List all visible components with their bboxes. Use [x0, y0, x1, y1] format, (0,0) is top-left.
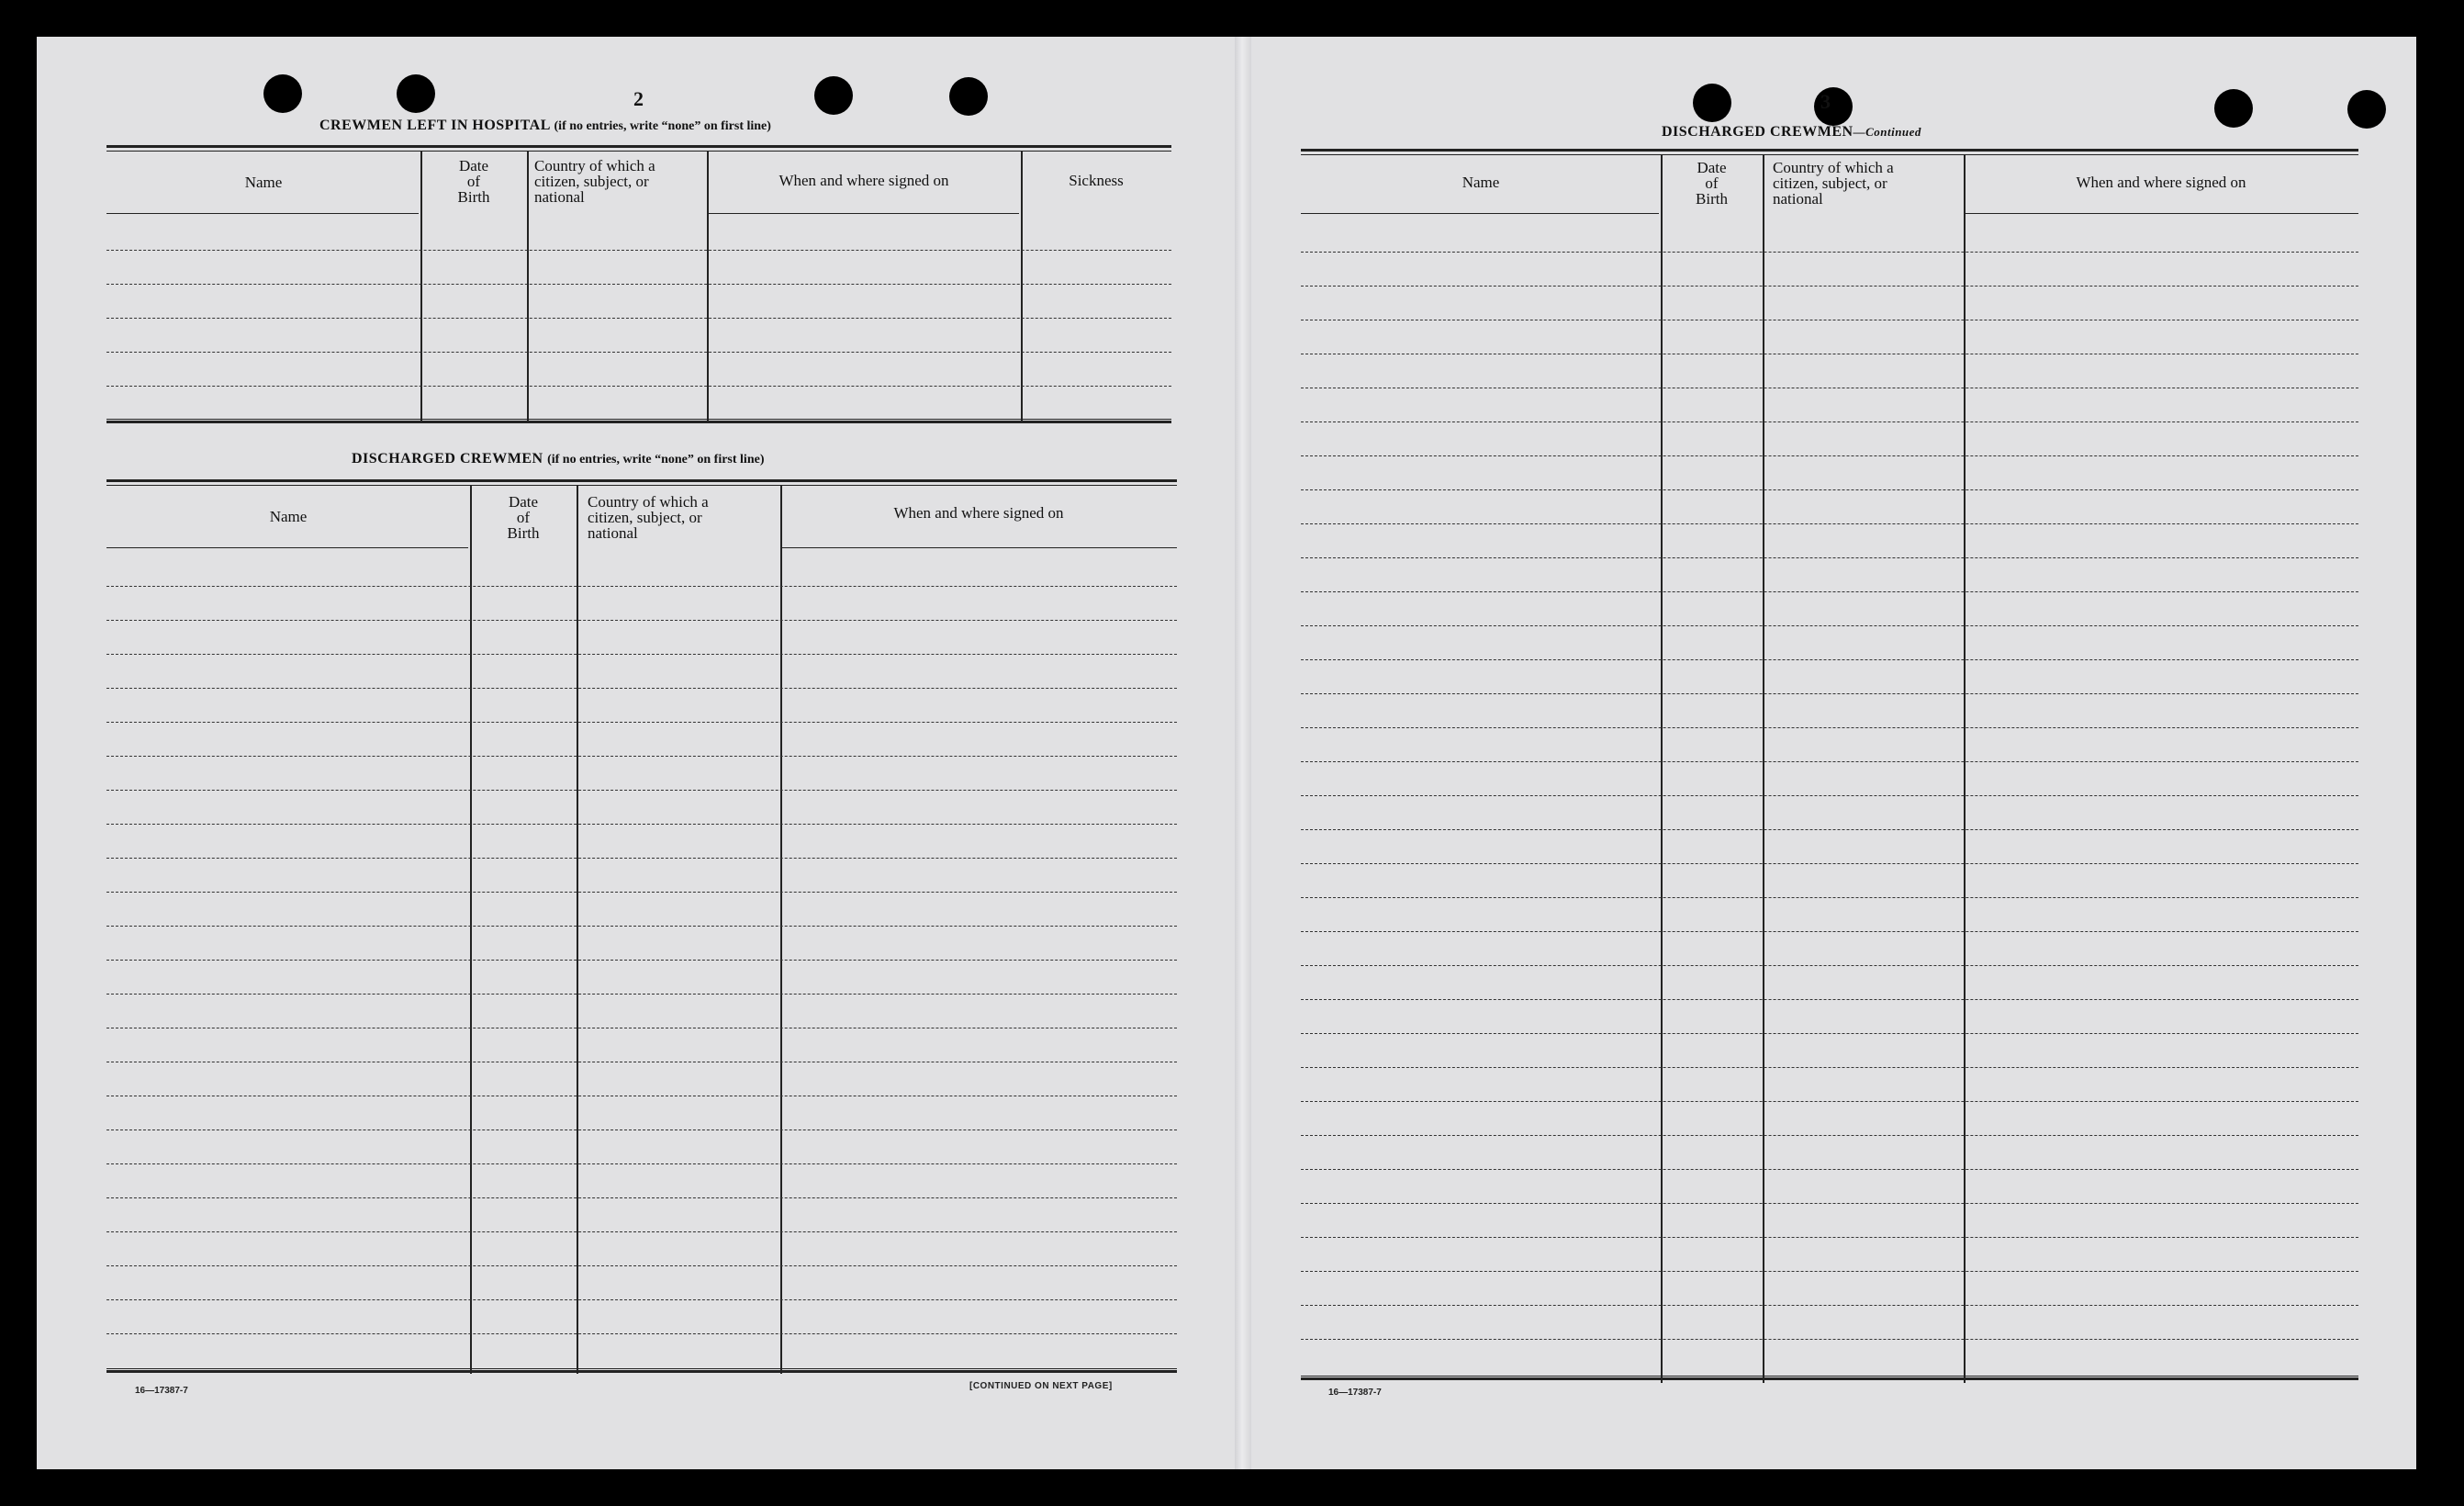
col-header-country: Country of which a citizen, subject, or national	[1773, 159, 1894, 208]
column-divider	[1021, 152, 1023, 422]
table-row	[1301, 965, 2358, 966]
table-row	[106, 284, 1171, 285]
table-row	[1301, 421, 2358, 422]
punch-hole	[814, 76, 853, 115]
table-row	[106, 318, 1171, 319]
table-row	[106, 892, 1177, 893]
table-row	[1301, 286, 2358, 287]
table-row	[106, 756, 1177, 757]
header-rule	[1301, 213, 1659, 214]
discharged-title: DISCHARGED CREWMEN	[1662, 124, 1854, 140]
col-header-signed-on: When and where signed on	[893, 504, 1064, 522]
hospital-title: CREWMEN LEFT IN HOSPITAL	[319, 118, 551, 133]
table-row	[1301, 1203, 2358, 1204]
header-rule	[1966, 213, 2358, 214]
col-header-name: Name	[244, 174, 283, 191]
table-row	[1301, 523, 2358, 524]
header-rule	[106, 547, 468, 548]
discharged-title: DISCHARGED CREWMEN	[352, 451, 543, 466]
table-row	[1301, 1169, 2358, 1170]
discharged-table	[106, 479, 1177, 1376]
col-header-country: Country of which a citizen, subject, or national	[588, 493, 709, 542]
table-row	[1301, 1237, 2358, 1238]
table-row	[106, 386, 1171, 387]
punch-hole	[2347, 90, 2386, 129]
discharged-continued-table	[1301, 149, 2358, 1385]
table-row	[106, 620, 1177, 621]
table-bottom-rule	[106, 1368, 1177, 1373]
column-divider	[527, 152, 529, 422]
form-number: 16—17387-7	[1328, 1388, 1382, 1398]
table-row	[106, 352, 1171, 353]
col-header-name: Name	[1462, 174, 1500, 191]
table-row	[1301, 557, 2358, 558]
table-row	[106, 1197, 1177, 1198]
column-divider	[1763, 155, 1764, 1383]
table-row	[1301, 591, 2358, 592]
col-header-dob: Date of Birth	[507, 493, 540, 542]
table-row	[1301, 727, 2358, 728]
table-row	[1301, 1033, 2358, 1034]
punch-hole	[263, 74, 302, 113]
table-bottom-rule	[106, 419, 1171, 423]
form-number: 16—17387-7	[135, 1386, 188, 1396]
table-bottom-rule	[1301, 1376, 2358, 1380]
discharged-note: (if no entries, write “none” on first line)	[547, 453, 765, 466]
col-header-sickness: Sickness	[1069, 172, 1124, 189]
table-row	[106, 722, 1177, 723]
table-row	[1301, 1339, 2358, 1340]
table-row	[1301, 625, 2358, 626]
col-header-dob: Date of Birth	[1696, 159, 1728, 208]
table-row	[1301, 1135, 2358, 1136]
column-divider	[1661, 155, 1663, 1383]
table-row	[1301, 489, 2358, 490]
table-row	[1301, 693, 2358, 694]
punch-hole	[2214, 89, 2253, 128]
table-row	[106, 1231, 1177, 1232]
table-top-rule	[106, 145, 1171, 152]
col-header-country: Country of which a citizen, subject, or national	[534, 157, 655, 206]
header-rule	[709, 213, 1019, 214]
hospital-table	[106, 145, 1171, 426]
table-row	[106, 994, 1177, 995]
continued-label: —Continued	[1853, 125, 1921, 139]
table-row	[1301, 1271, 2358, 1272]
table-row	[106, 688, 1177, 689]
hospital-note: (if no entries, write “none” on first line)	[554, 119, 771, 133]
page-fold	[1235, 37, 1251, 1469]
col-header-signed-on: When and where signed on	[778, 172, 949, 189]
table-row	[106, 960, 1177, 961]
table-row	[1301, 761, 2358, 762]
table-row	[106, 1333, 1177, 1334]
table-row	[106, 858, 1177, 859]
page-number: 2	[633, 87, 644, 110]
table-row	[106, 1265, 1177, 1266]
table-top-rule	[106, 479, 1177, 486]
col-header-dob: Date of Birth	[457, 157, 490, 206]
table-row	[1301, 863, 2358, 864]
table-row	[106, 824, 1177, 825]
table-row	[1301, 455, 2358, 456]
table-row	[1301, 1101, 2358, 1102]
page-number: 3	[1820, 90, 1831, 113]
table-row	[1301, 659, 2358, 660]
table-row	[106, 250, 1171, 251]
table-row	[106, 1163, 1177, 1164]
header-rule	[106, 213, 419, 214]
table-row	[106, 926, 1177, 927]
discharged-section-title	[352, 451, 765, 467]
table-row	[1301, 1305, 2358, 1306]
table-row	[106, 586, 1177, 587]
punch-hole	[397, 74, 435, 113]
table-row	[106, 654, 1177, 655]
table-row	[1301, 795, 2358, 796]
table-row	[1301, 829, 2358, 830]
table-row	[106, 1299, 1177, 1300]
table-row	[1301, 931, 2358, 932]
hospital-section-title	[319, 118, 771, 134]
table-row	[1301, 897, 2358, 898]
table-row	[106, 790, 1177, 791]
col-header-name: Name	[269, 508, 308, 525]
discharged-continued-title	[1662, 124, 1921, 140]
table-row	[1301, 252, 2358, 253]
continued-note: [CONTINUED ON NEXT PAGE]	[969, 1381, 1113, 1391]
table-row	[1301, 1067, 2358, 1068]
column-divider	[1964, 155, 1966, 1383]
punch-hole	[949, 77, 988, 116]
col-header-signed-on: When and where signed on	[2076, 174, 2246, 191]
header-rule	[782, 547, 1177, 548]
table-row	[1301, 999, 2358, 1000]
table-top-rule	[1301, 149, 2358, 155]
punch-hole	[1693, 84, 1731, 122]
